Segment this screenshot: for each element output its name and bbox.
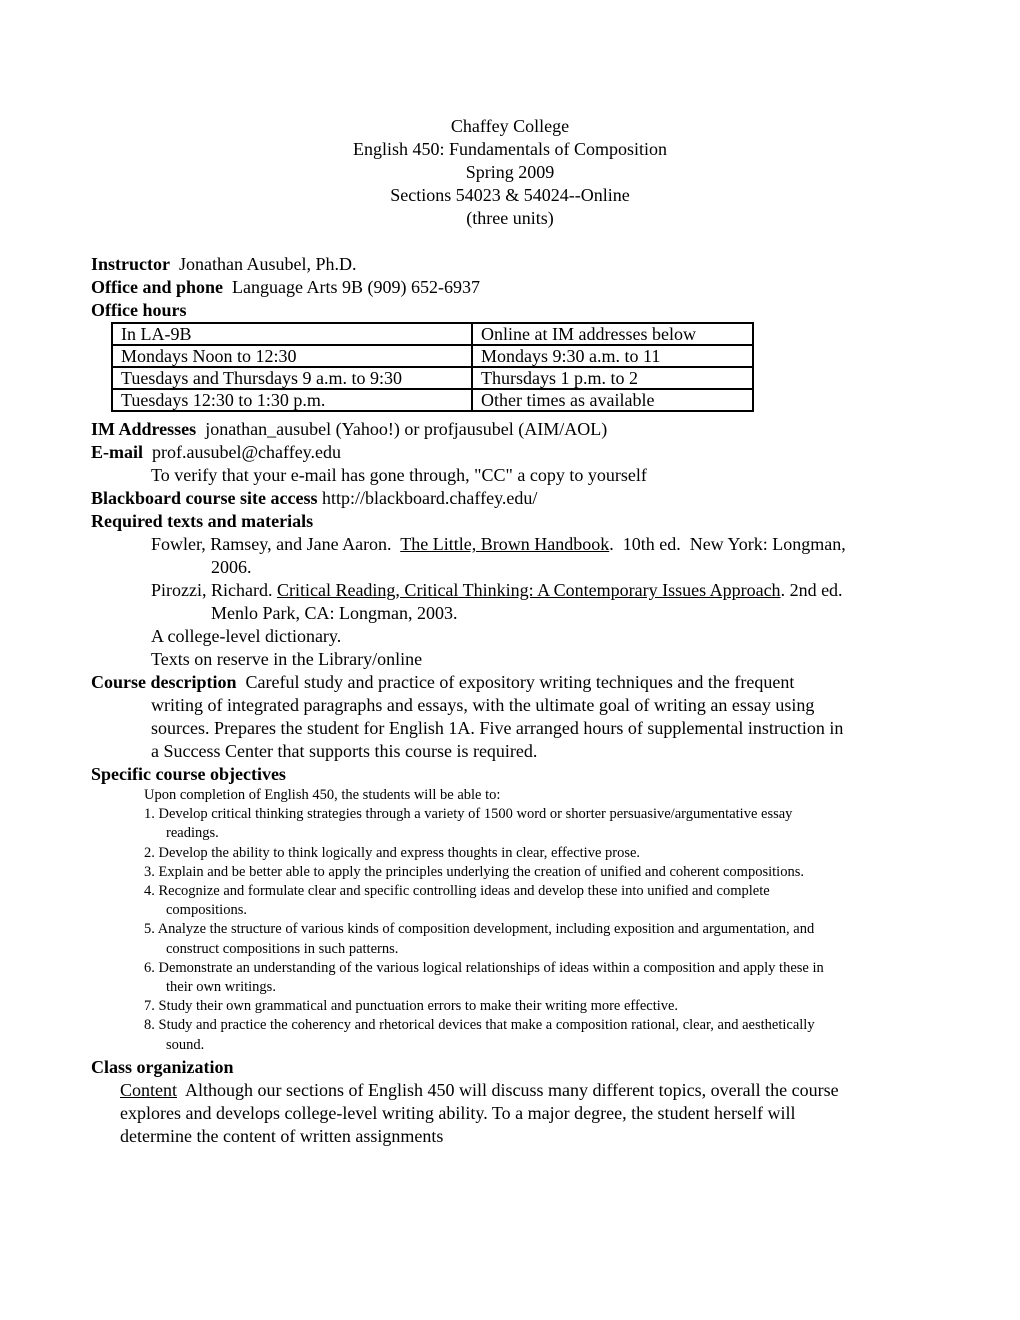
organization-line: determine the content of written assignments xyxy=(120,1126,444,1146)
table-row xyxy=(112,389,753,411)
table-row xyxy=(112,367,753,389)
office-hours-table xyxy=(111,322,754,412)
objective-item: 7. Study their own grammatical and punctuation errors to make their writing more effective. xyxy=(144,998,679,1014)
objective-item-cont: readings. xyxy=(166,825,219,841)
objective-item: 1. Develop critical thinking strategies through a variety of 1500 word or shorter persuasive/argumentative essay xyxy=(144,806,793,822)
syllabus-header xyxy=(0,115,1020,230)
book-title: Critical Reading, Critical Thinking: A Contemporary Issues Approach xyxy=(276,580,781,600)
instructor-name: Jonathan Ausubel, Ph.D. xyxy=(179,254,357,274)
text-item-critical-reading-cont: Menlo Park, CA: Longman, 2003. xyxy=(211,603,458,623)
table-cell: Thursdays 1 p.m. to 2 xyxy=(472,367,753,389)
office-hours-label: Office hours xyxy=(91,300,187,320)
organization-label: Class organization xyxy=(91,1057,234,1077)
table-cell: Other times as available xyxy=(472,389,753,411)
text-item-reserve: Texts on reserve in the Library/online xyxy=(151,649,423,669)
units: (three units) xyxy=(466,208,554,228)
table-row xyxy=(112,345,753,367)
blackboard-url: http://blackboard.chaffey.edu/ xyxy=(321,488,538,508)
office-value: Language Arts 9B (909) 652-6937 xyxy=(232,277,480,297)
description-label: Course description xyxy=(91,672,237,692)
table-cell: In LA-9B xyxy=(112,323,472,345)
objective-item: 8. Study and practice the coherency and rhetorical devices that make a composition rational, clear, and aesthetically xyxy=(144,1017,815,1033)
blackboard-line xyxy=(91,487,537,510)
table-cell: Mondays 9:30 a.m. to 11 xyxy=(472,345,753,367)
description-line: a Success Center that supports this course is required. xyxy=(151,741,538,761)
im-label: IM Addresses xyxy=(91,419,197,439)
table-cell: Online at IM addresses below xyxy=(472,323,753,345)
instructor-label: Instructor xyxy=(91,254,170,274)
text-item-dictionary: A college-level dictionary. xyxy=(151,626,342,646)
office-label: Office and phone xyxy=(91,277,224,297)
text-item-handbook-cont: 2006. xyxy=(211,557,252,577)
objective-item: 6. Demonstrate an understanding of the various logical relationships of ideas within a composition and apply these in xyxy=(144,960,824,976)
im-line xyxy=(91,418,607,441)
table-row xyxy=(112,323,753,345)
table-cell: Tuesdays and Thursdays 9 a.m. to 9:30 xyxy=(112,367,472,389)
email-line xyxy=(91,441,341,464)
objective-item-cont: sound. xyxy=(166,1037,205,1053)
objective-item: 5. Analyze the structure of various kinds of composition development, including exposition and argumentation, and xyxy=(144,921,815,937)
office-line xyxy=(91,276,480,299)
organization-first-line: Content Although our sections of English 450 will discuss many different topics, overall the course xyxy=(120,1080,839,1100)
objective-item: 2. Develop the ability to think logically and express thoughts in clear, effective prose. xyxy=(144,845,641,861)
table-cell: Mondays Noon to 12:30 xyxy=(112,345,472,367)
email-value: prof.ausubel@chaffey.edu xyxy=(152,442,341,462)
objective-item-cont: construct compositions in such patterns. xyxy=(166,941,399,957)
term: Spring 2009 xyxy=(465,162,555,182)
objective-item-cont: their own writings. xyxy=(166,979,276,995)
sections: Sections 54023 & 54024--Online xyxy=(390,185,630,205)
organization-line: explores and develops college-level writing ability. To a major degree, the student herself will xyxy=(120,1103,796,1123)
email-note: To verify that your e-mail has gone through, "CC" a copy to yourself xyxy=(151,465,647,485)
description-line: writing of integrated paragraphs and essays, with the ultimate goal of writing an essay using xyxy=(151,695,815,715)
instructor-line xyxy=(91,253,357,276)
objectives-intro: Upon completion of English 450, the students will be able to: xyxy=(144,787,501,803)
im-value: jonathan_ausubel (Yahoo!) or profjausubel (AIM/AOL) xyxy=(205,419,608,439)
text-item-handbook: Fowler, Ramsey, and Jane Aaron. The Little, Brown Handbook. 10th ed. New York: Longman, xyxy=(151,534,846,554)
course-title: English 450: Fundamentals of Composition xyxy=(353,139,667,159)
description-line: sources. Prepares the student for English 1A. Five arranged hours of supplemental instruction in xyxy=(151,718,844,738)
text-item-critical-reading: Pirozzi, Richard. Critical Reading, Critical Thinking: A Contemporary Issues Approach. 2nd ed. xyxy=(151,580,843,600)
table-cell: Tuesdays 12:30 to 1:30 p.m. xyxy=(112,389,472,411)
objective-item: 4. Recognize and formulate clear and specific controlling ideas and develop these into unified and complete xyxy=(144,883,770,899)
book-title: The Little, Brown Handbook xyxy=(400,534,610,554)
objective-item: 3. Explain and be better able to apply the principles underlying the creation of unified and coherent compositions. xyxy=(144,864,804,880)
objective-item-cont: compositions. xyxy=(166,902,247,918)
description-first-line: Course description Careful study and practice of expository writing techniques and the frequent xyxy=(91,672,795,692)
texts-label: Required texts and materials xyxy=(91,511,314,531)
objectives-label: Specific course objectives xyxy=(91,764,286,784)
email-label: E-mail xyxy=(91,442,143,462)
content-label: Content xyxy=(120,1080,177,1100)
college-name: Chaffey College xyxy=(450,116,570,136)
blackboard-label: Blackboard course site access xyxy=(91,488,318,508)
